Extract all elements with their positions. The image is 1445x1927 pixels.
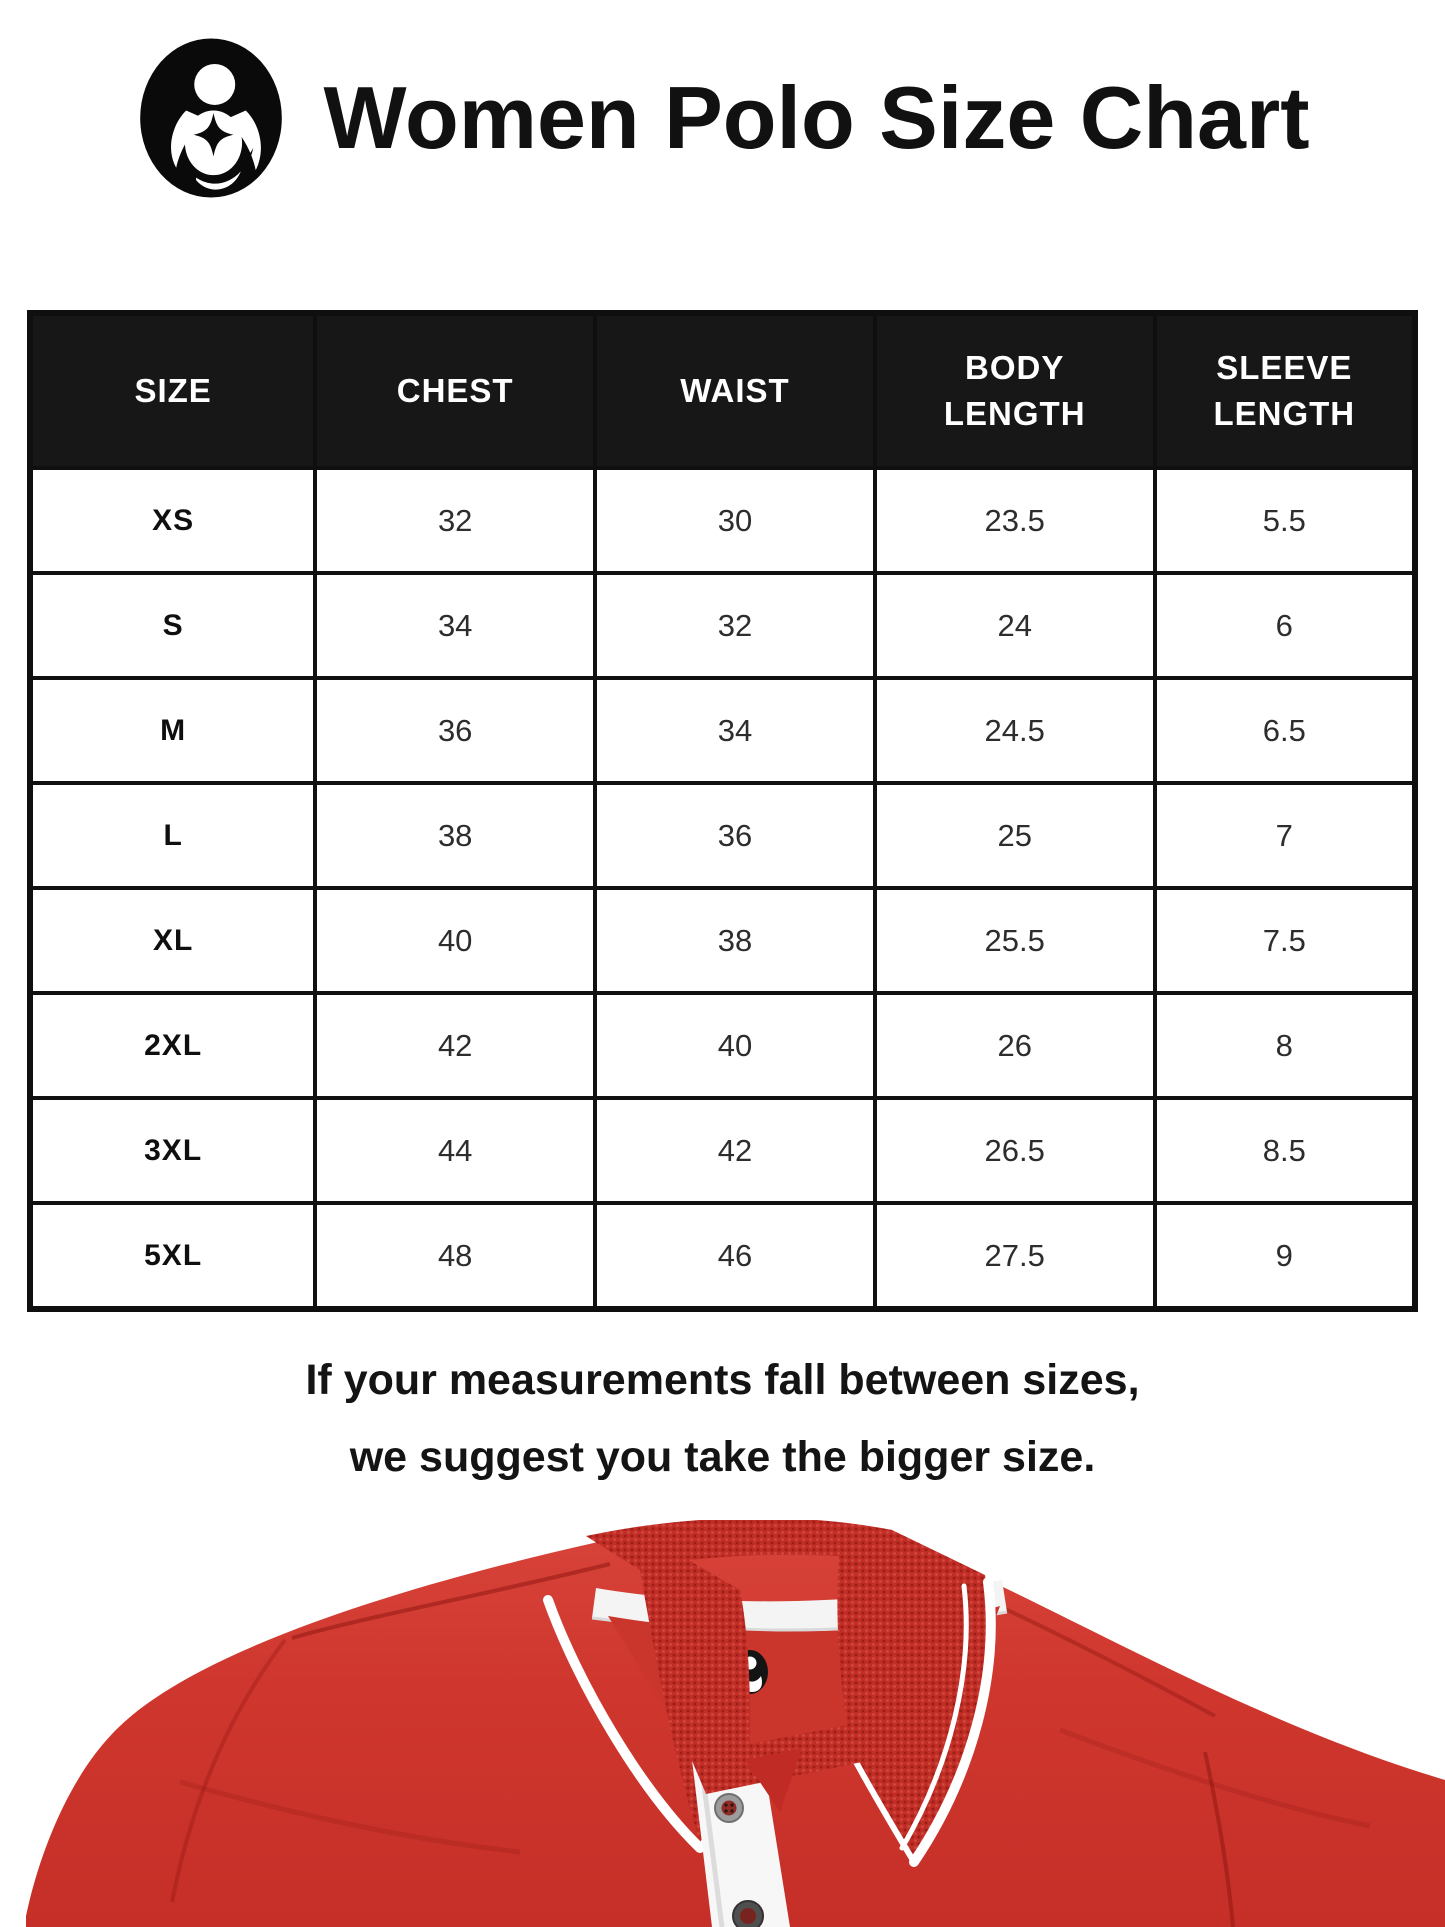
size-cell: L bbox=[30, 783, 315, 888]
size-cell: 2XL bbox=[30, 993, 315, 1098]
body-length-cell: 24 bbox=[875, 573, 1155, 678]
sleeve-length-cell: 8.5 bbox=[1155, 1098, 1415, 1203]
size-cell: M bbox=[30, 678, 315, 783]
page-header bbox=[0, 36, 1445, 200]
sleeve-length-cell: 9 bbox=[1155, 1203, 1415, 1309]
chest-cell: 32 bbox=[315, 468, 595, 573]
waist-cell: 30 bbox=[595, 468, 875, 573]
body-length-cell: 24.5 bbox=[875, 678, 1155, 783]
waist-cell: 34 bbox=[595, 678, 875, 783]
column-header-sleeve-length: SLEEVE LENGTH bbox=[1155, 313, 1415, 468]
sleeve-length-cell: 8 bbox=[1155, 993, 1415, 1098]
table-row bbox=[30, 573, 1415, 678]
size-chart-table bbox=[27, 310, 1418, 1312]
column-header-chest: CHEST bbox=[315, 313, 595, 468]
chest-cell: 40 bbox=[315, 888, 595, 993]
fit-note bbox=[0, 1342, 1445, 1495]
column-header-body-length: BODY LENGTH bbox=[875, 313, 1155, 468]
waist-cell: 46 bbox=[595, 1203, 875, 1309]
waist-cell: 38 bbox=[595, 888, 875, 993]
button bbox=[733, 1901, 763, 1927]
body-length-cell: 26.5 bbox=[875, 1098, 1155, 1203]
size-cell: XL bbox=[30, 888, 315, 993]
body-length-cell: 26 bbox=[875, 993, 1155, 1098]
table-row bbox=[30, 1098, 1415, 1203]
column-header-waist: WAIST bbox=[595, 313, 875, 468]
size-cell: 5XL bbox=[30, 1203, 315, 1309]
table-header-row bbox=[30, 313, 1415, 468]
waist-cell: 40 bbox=[595, 993, 875, 1098]
column-header-size: SIZE bbox=[30, 313, 315, 468]
chest-cell: 44 bbox=[315, 1098, 595, 1203]
brand-logo-icon bbox=[135, 36, 287, 200]
sleeve-length-cell: 6 bbox=[1155, 573, 1415, 678]
table-row bbox=[30, 678, 1415, 783]
body-length-cell: 25.5 bbox=[875, 888, 1155, 993]
body-length-cell: 25 bbox=[875, 783, 1155, 888]
chest-cell: 36 bbox=[315, 678, 595, 783]
size-cell: 3XL bbox=[30, 1098, 315, 1203]
body-length-cell: 27.5 bbox=[875, 1203, 1155, 1309]
table-row bbox=[30, 468, 1415, 573]
table-row bbox=[30, 783, 1415, 888]
chest-cell: 48 bbox=[315, 1203, 595, 1309]
button bbox=[715, 1794, 743, 1822]
sleeve-length-cell: 7.5 bbox=[1155, 888, 1415, 993]
waist-cell: 36 bbox=[595, 783, 875, 888]
fit-note-line1: If your measurements fall between sizes, bbox=[305, 1356, 1140, 1404]
page-title: Women Polo Size Chart bbox=[323, 68, 1310, 167]
chest-cell: 34 bbox=[315, 573, 595, 678]
fit-note-line2: we suggest you take the bigger size. bbox=[349, 1432, 1096, 1481]
waist-cell: 42 bbox=[595, 1098, 875, 1203]
waist-cell: 32 bbox=[595, 573, 875, 678]
body-length-cell: 23.5 bbox=[875, 468, 1155, 573]
chest-cell: 38 bbox=[315, 783, 595, 888]
sleeve-length-cell: 5.5 bbox=[1155, 468, 1415, 573]
sleeve-length-cell: 6.5 bbox=[1155, 678, 1415, 783]
table-row bbox=[30, 993, 1415, 1098]
chest-cell: 42 bbox=[315, 993, 595, 1098]
size-cell: S bbox=[30, 573, 315, 678]
polo-shirt-image bbox=[0, 1520, 1445, 1927]
size-cell: XS bbox=[30, 468, 315, 573]
table-row bbox=[30, 888, 1415, 993]
table-row bbox=[30, 1203, 1415, 1309]
sleeve-length-cell: 7 bbox=[1155, 783, 1415, 888]
